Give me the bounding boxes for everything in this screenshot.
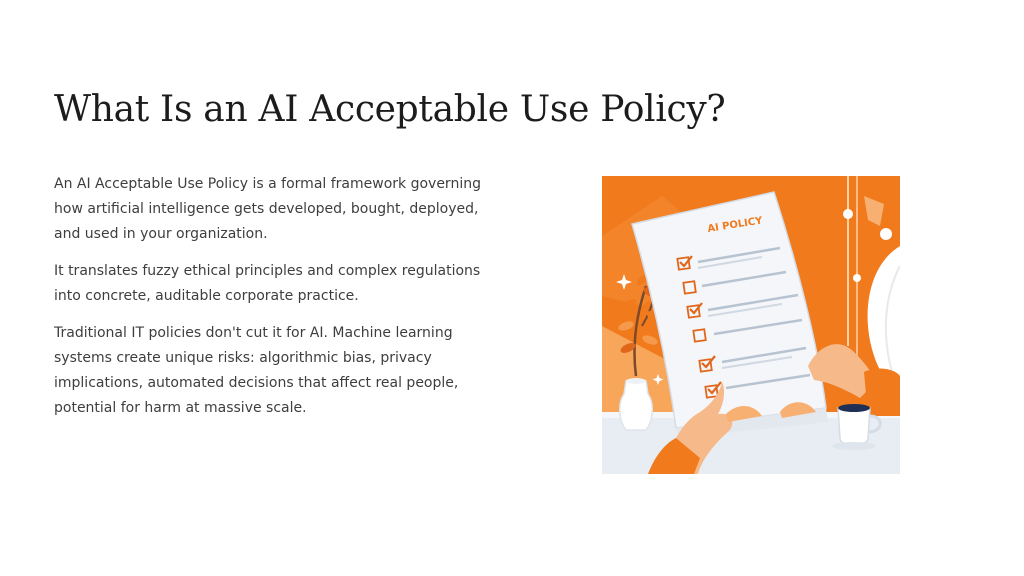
decor-dot	[843, 209, 853, 219]
slide-title: What Is an AI Acceptable Use Policy?	[54, 89, 726, 130]
paragraph-line: how artificial intelligence gets developed, bought, deployed,	[54, 201, 479, 217]
paragraph-line: systems create unique risks: algorithmic bias, privacy	[54, 350, 432, 366]
vase	[620, 381, 653, 430]
paragraph-line: potential for harm at massive scale.	[54, 400, 307, 416]
coffee-surface	[838, 404, 870, 412]
mug-saucer	[832, 442, 876, 450]
paragraph-definition	[54, 172, 504, 247]
body-text	[54, 172, 504, 433]
paragraph-line: Traditional IT policies don't cut it for AI. Machine learning	[54, 325, 453, 341]
paragraph-risks	[54, 321, 504, 421]
paragraph-line: implications, automated decisions that affect real people,	[54, 375, 459, 391]
coffee-mug	[838, 408, 870, 444]
document-heading: AI POLICY	[706, 215, 764, 235]
decor-dot	[853, 274, 861, 282]
vase-rim	[626, 378, 646, 384]
decor-dot	[880, 228, 892, 240]
policy-illustration	[602, 176, 900, 474]
paragraph-line: into concrete, auditable corporate practice.	[54, 288, 359, 304]
paragraph-line: It translates fuzzy ethical principles and complex regulations	[54, 263, 481, 279]
paragraph-translation	[54, 259, 504, 309]
paragraph-line: and used in your organization.	[54, 226, 268, 242]
policy-illustration-svg	[602, 176, 900, 474]
paragraph-line: An AI Acceptable Use Policy is a formal framework governing	[54, 176, 481, 192]
